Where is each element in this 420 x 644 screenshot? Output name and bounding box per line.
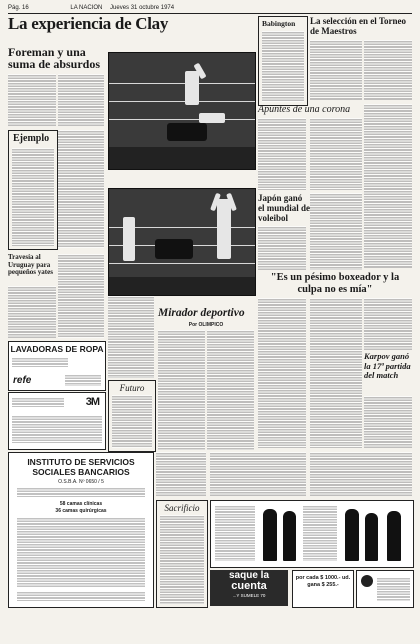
promo-box — [292, 570, 354, 608]
seleccion-headline: La selección en el Torneo de Maestros — [310, 16, 406, 36]
page-number: Pág. 16 — [8, 5, 29, 11]
page-folio — [8, 5, 174, 11]
apuntes-headline: Apuntes de una corona — [258, 104, 351, 115]
mirador-byline: Por OLIMPICO — [188, 322, 224, 328]
newspaper-name: LA NACION — [70, 5, 103, 11]
lavadoras-title: LAVADORAS DE ROPA — [10, 344, 104, 354]
mirador-text — [158, 330, 205, 450]
promo-text: por cada $ 1000.- ud. gana $ 255.- — [295, 575, 351, 588]
lavadoras-ad — [8, 341, 106, 391]
ejemplo-text — [12, 148, 54, 246]
apuntes-text — [258, 118, 306, 190]
babington-headline: Babington — [262, 19, 296, 28]
clay-text-column — [108, 296, 154, 378]
issue-date: Jueves 31 octubre 1974 — [110, 5, 175, 11]
seleccion-text — [310, 40, 362, 100]
apuntes-text — [310, 193, 362, 270]
bank-emblem-icon — [361, 575, 373, 587]
instituto-ad — [8, 452, 154, 608]
foreman-text-column — [58, 74, 104, 126]
boxing-photo-top — [108, 52, 256, 170]
instituto-title: INSTITUTO DE SERVICIOS SOCIALES BANCARIOS — [27, 457, 135, 477]
main-headline: La experiencia de Clay — [8, 14, 169, 33]
quote-text — [310, 452, 412, 496]
instituto-subtitle: O.S.B.A. Nº 0650 / 5 — [58, 479, 104, 485]
saque-line-3: ...Y SUMELE 70 — [232, 593, 266, 598]
refe-logo: refe — [13, 375, 32, 386]
saque-line-1: saque la — [228, 570, 270, 581]
futuro-headline: Futuro — [119, 383, 145, 393]
karpov-headline: Karpov ganó la 17ª partida del match — [364, 351, 411, 380]
quote-text — [210, 452, 306, 496]
quote-text — [364, 298, 412, 350]
instituto-beds-clinical: 58 camas clínicas — [59, 501, 103, 507]
three-m-ad — [8, 392, 106, 450]
instituto-beds-surgical: 36 camas quirúrgicas — [55, 508, 107, 514]
mirador-text — [156, 452, 206, 496]
three-m-logo: 3M — [85, 396, 99, 408]
clothing-ad — [210, 500, 414, 568]
foreman-headline: Foreman y una suma de absurdos — [8, 45, 101, 71]
foreman-text-column — [58, 254, 104, 338]
futuro-box — [108, 380, 156, 452]
seleccion-text — [364, 40, 412, 100]
sacrificio-headline: Sacrificio — [164, 503, 200, 513]
ejemplo-box — [8, 130, 58, 250]
uruguay-headline: Travesía al Uruguay para pequeños yates — [8, 253, 53, 276]
saque-line-2: cuenta — [231, 580, 267, 592]
apuntes-text — [310, 118, 362, 190]
quote-headline: "Es un pésimo boxeador y la culpa no es mía" — [270, 272, 400, 295]
karpov-text — [364, 396, 412, 448]
foreman-text-column — [58, 130, 104, 248]
quote-text — [310, 298, 362, 448]
sports-results-column — [364, 104, 412, 268]
uruguay-text — [8, 286, 56, 338]
quote-text — [258, 298, 306, 448]
boxing-photo-bottom — [108, 188, 256, 296]
mirador-text — [207, 330, 254, 450]
babington-box — [258, 16, 308, 106]
saque-cuenta-ad — [210, 570, 288, 606]
bank-ad — [356, 570, 414, 608]
foreman-text-column — [8, 74, 56, 126]
mirador-headline: Mirador deportivo — [158, 307, 245, 319]
sacrificio-box — [156, 500, 208, 608]
japon-text — [258, 226, 306, 270]
japon-headline: Japón ganó el mundial de voleibol — [258, 193, 311, 223]
ejemplo-headline: Ejemplo — [13, 133, 50, 144]
